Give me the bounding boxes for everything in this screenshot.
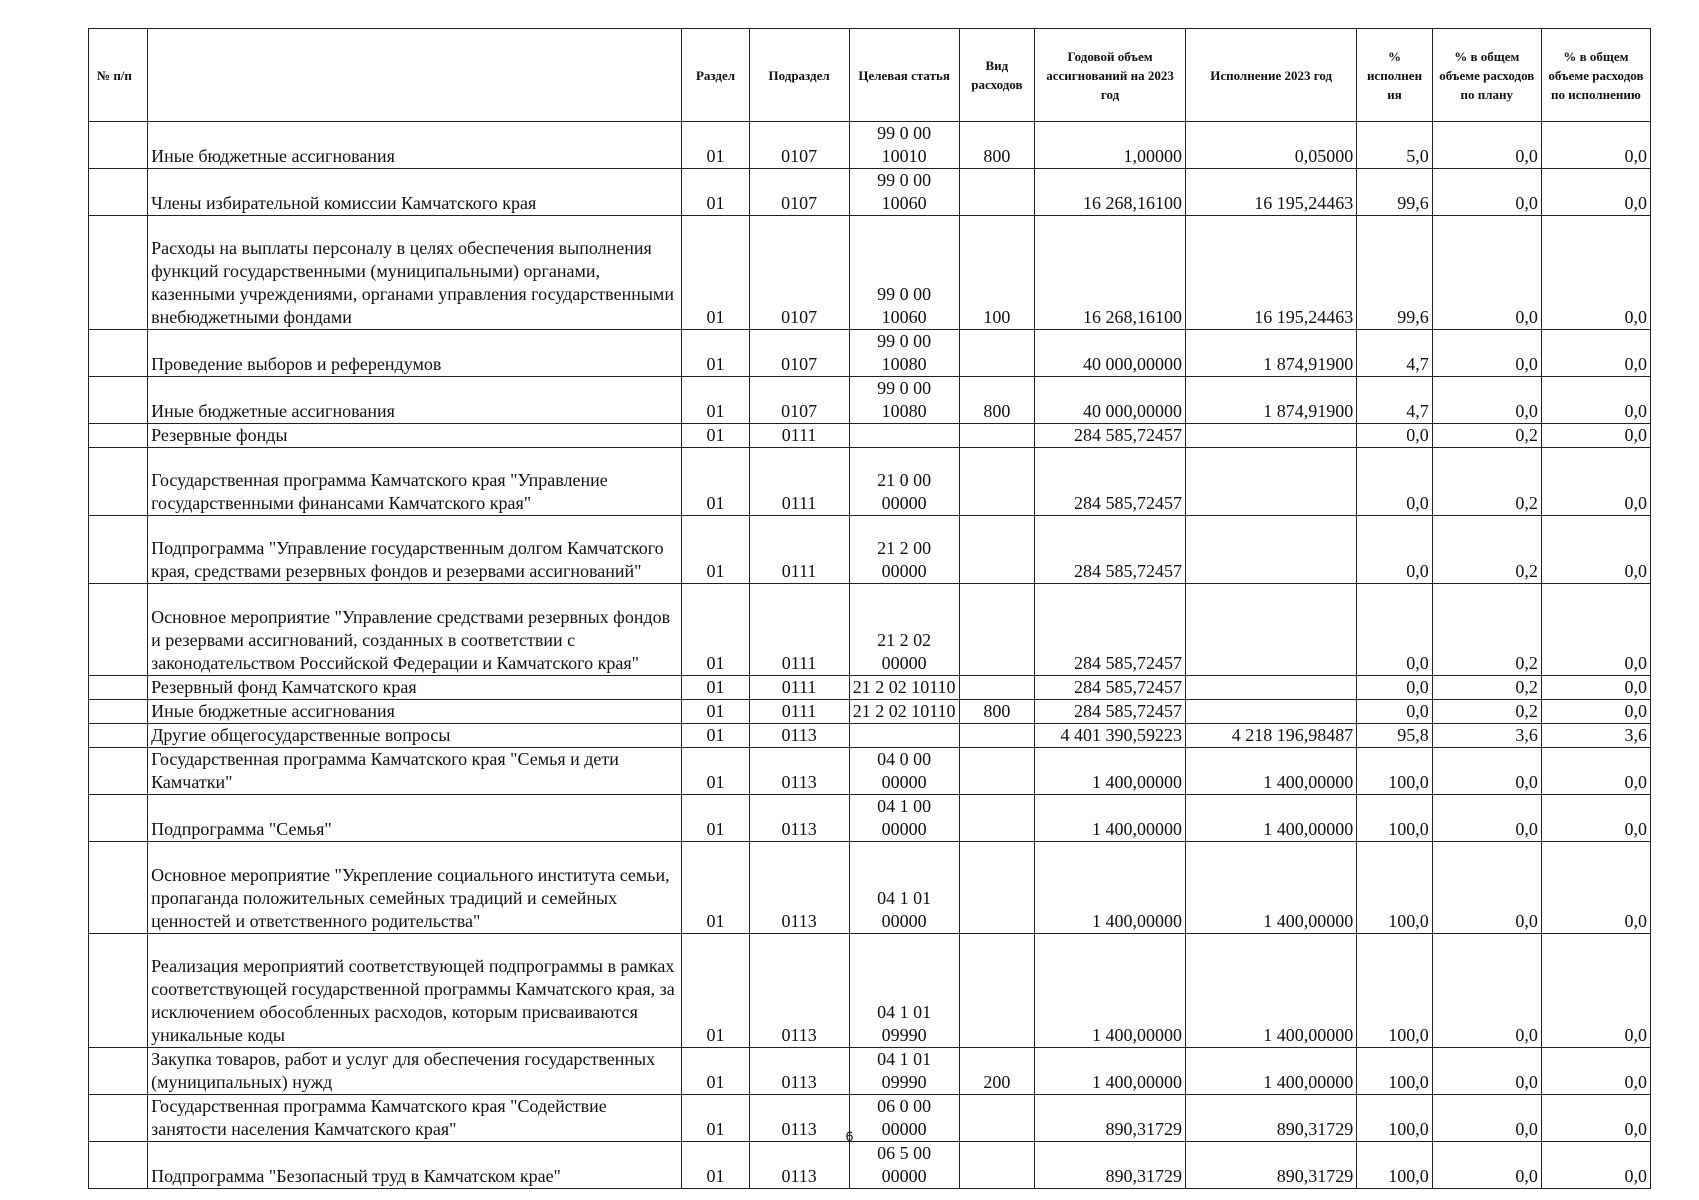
cell-share-execution: 0,0: [1541, 377, 1650, 424]
cell-name: Иные бюджетные ассигнования: [148, 122, 682, 169]
cell-razdel: 01: [682, 330, 749, 377]
cell-name: Подпрограмма "Семья": [148, 795, 682, 842]
cell-expense-type: [959, 795, 1034, 842]
cell-execution: 890,31729: [1186, 1095, 1357, 1142]
cell-name: Иные бюджетные ассигнования: [148, 377, 682, 424]
cell-annual-plan: 284 585,72457: [1035, 424, 1186, 448]
table-row: [89, 1048, 1651, 1095]
cell-share-plan: 0,0: [1432, 934, 1541, 1048]
cell-target-article: 21 2 02 00000: [849, 584, 959, 676]
cell-annual-plan: 16 268,16100: [1035, 216, 1186, 330]
cell-execution: 1 400,00000: [1186, 795, 1357, 842]
cell-annual-plan: 284 585,72457: [1035, 448, 1186, 516]
cell-podrazdel: 0113: [749, 842, 849, 934]
cell-target-article: 99 0 00 10080: [849, 377, 959, 424]
cell-execution-percent: 4,7: [1357, 377, 1432, 424]
table-row: [89, 842, 1651, 934]
cell-razdel: 01: [682, 724, 749, 748]
cell-razdel: 01: [682, 377, 749, 424]
table-row: [89, 676, 1651, 700]
cell-annual-plan: 40 000,00000: [1035, 377, 1186, 424]
table-row: [89, 330, 1651, 377]
cell-target-article: 99 0 00 10060: [849, 216, 959, 330]
cell-execution-percent: 100,0: [1357, 934, 1432, 1048]
cell-target-article: 99 0 00 10060: [849, 169, 959, 216]
cell-name: Расходы на выплаты персоналу в целях обеспечения выполнения функций государственными (муниципальными) органами, казенными учреждениями, органами управления государственными внебюджетными фондами: [148, 216, 682, 330]
cell-execution: [1186, 676, 1357, 700]
cell-annual-plan: 284 585,72457: [1035, 584, 1186, 676]
cell-execution: 1 400,00000: [1186, 1048, 1357, 1095]
cell-expense-type: 800: [959, 377, 1034, 424]
cell-target-article: 04 1 01 00000: [849, 842, 959, 934]
page-number: 6: [845, 1128, 854, 1144]
cell-name: Подпрограмма "Управление государственным долгом Камчатского края, средствами резервных фондов и резервами ассигнований": [148, 516, 682, 584]
cell-number: [89, 676, 148, 700]
cell-name: Государственная программа Камчатского края "Семья и дети Камчатки": [148, 748, 682, 795]
cell-name: Реализация мероприятий соответствующей подпрограммы в рамках соответствующей государственной программы Камчатского края, за исключением обособленных расходов, которым присваиваются уникальные коды: [148, 934, 682, 1048]
table-row: [89, 448, 1651, 516]
cell-annual-plan: 1 400,00000: [1035, 795, 1186, 842]
cell-target-article: 06 5 00 00000: [849, 1142, 959, 1189]
table-body: [89, 122, 1651, 1189]
cell-annual-plan: 40 000,00000: [1035, 330, 1186, 377]
cell-share-execution: 0,0: [1541, 934, 1650, 1048]
cell-share-plan: 0,0: [1432, 1142, 1541, 1189]
cell-share-execution: 0,0: [1541, 795, 1650, 842]
cell-execution: 890,31729: [1186, 1142, 1357, 1189]
cell-number: [89, 842, 148, 934]
cell-podrazdel: 0113: [749, 1142, 849, 1189]
cell-expense-type: [959, 842, 1034, 934]
cell-target-article: 21 2 02 10110: [849, 700, 959, 724]
cell-razdel: 01: [682, 1095, 749, 1142]
table-row: [89, 516, 1651, 584]
cell-podrazdel: 0111: [749, 584, 849, 676]
cell-target-article: 99 0 00 10080: [849, 330, 959, 377]
cell-share-plan: 0,2: [1432, 448, 1541, 516]
cell-execution-percent: 100,0: [1357, 748, 1432, 795]
cell-podrazdel: 0111: [749, 676, 849, 700]
cell-name: Резервные фонды: [148, 424, 682, 448]
cell-name: Государственная программа Камчатского края "Управление государственными финансами Камчатского края": [148, 448, 682, 516]
cell-annual-plan: 284 585,72457: [1035, 676, 1186, 700]
col-header-share-execution: % в общем объеме расходов по исполнению: [1541, 29, 1650, 122]
cell-expense-type: 100: [959, 216, 1034, 330]
cell-execution-percent: 100,0: [1357, 1142, 1432, 1189]
table-row: [89, 377, 1651, 424]
cell-execution: [1186, 424, 1357, 448]
cell-razdel: 01: [682, 700, 749, 724]
cell-expense-type: 800: [959, 122, 1034, 169]
cell-share-execution: 0,0: [1541, 216, 1650, 330]
cell-podrazdel: 0107: [749, 330, 849, 377]
cell-share-execution: 0,0: [1541, 330, 1650, 377]
cell-podrazdel: 0111: [749, 424, 849, 448]
cell-number: [89, 934, 148, 1048]
cell-name: Члены избирательной комиссии Камчатского края: [148, 169, 682, 216]
cell-number: [89, 448, 148, 516]
table-row: [89, 216, 1651, 330]
cell-number: [89, 1048, 148, 1095]
cell-share-execution: 0,0: [1541, 424, 1650, 448]
cell-razdel: 01: [682, 169, 749, 216]
table-row: [89, 724, 1651, 748]
table-row: [89, 424, 1651, 448]
cell-execution-percent: 95,8: [1357, 724, 1432, 748]
cell-execution-percent: 99,6: [1357, 169, 1432, 216]
cell-execution-percent: 0,0: [1357, 424, 1432, 448]
cell-expense-type: [959, 169, 1034, 216]
cell-execution-percent: 0,0: [1357, 516, 1432, 584]
cell-expense-type: [959, 330, 1034, 377]
cell-annual-plan: 890,31729: [1035, 1095, 1186, 1142]
cell-razdel: 01: [682, 122, 749, 169]
cell-execution-percent: 99,6: [1357, 216, 1432, 330]
col-header-share-plan: % в общем объеме расходов по плану: [1432, 29, 1541, 122]
col-header-razdel: Раздел: [682, 29, 749, 122]
cell-share-plan: 0,0: [1432, 216, 1541, 330]
cell-name: Подпрограмма "Безопасный труд в Камчатском крае": [148, 1142, 682, 1189]
cell-number: [89, 748, 148, 795]
cell-share-execution: 0,0: [1541, 1095, 1650, 1142]
cell-execution: 16 195,24463: [1186, 216, 1357, 330]
header-row: [89, 29, 1651, 122]
cell-razdel: 01: [682, 1142, 749, 1189]
cell-razdel: 01: [682, 1048, 749, 1095]
cell-podrazdel: 0113: [749, 934, 849, 1048]
cell-annual-plan: 890,31729: [1035, 1142, 1186, 1189]
table-row: [89, 795, 1651, 842]
cell-share-plan: 0,2: [1432, 584, 1541, 676]
cell-target-article: [849, 724, 959, 748]
cell-number: [89, 424, 148, 448]
cell-razdel: 01: [682, 748, 749, 795]
cell-share-plan: 0,0: [1432, 748, 1541, 795]
cell-execution: [1186, 516, 1357, 584]
cell-podrazdel: 0113: [749, 724, 849, 748]
cell-target-article: 04 0 00 00000: [849, 748, 959, 795]
cell-execution: 1 874,91900: [1186, 330, 1357, 377]
cell-target-article: 21 2 00 00000: [849, 516, 959, 584]
cell-execution: 1 874,91900: [1186, 377, 1357, 424]
cell-podrazdel: 0113: [749, 1048, 849, 1095]
cell-share-plan: 0,0: [1432, 377, 1541, 424]
cell-share-execution: 0,0: [1541, 122, 1650, 169]
cell-execution-percent: 100,0: [1357, 1048, 1432, 1095]
cell-share-plan: 0,2: [1432, 676, 1541, 700]
cell-number: [89, 169, 148, 216]
cell-target-article: 04 1 00 00000: [849, 795, 959, 842]
cell-execution: 1 400,00000: [1186, 842, 1357, 934]
cell-expense-type: [959, 676, 1034, 700]
col-header-target-article: Целевая статья: [849, 29, 959, 122]
cell-number: [89, 122, 148, 169]
cell-number: [89, 795, 148, 842]
budget-execution-table: [88, 28, 1651, 1189]
cell-podrazdel: 0111: [749, 448, 849, 516]
table-row: [89, 1142, 1651, 1189]
cell-expense-type: [959, 1142, 1034, 1189]
cell-annual-plan: 1 400,00000: [1035, 842, 1186, 934]
cell-razdel: 01: [682, 448, 749, 516]
cell-share-plan: 0,0: [1432, 842, 1541, 934]
cell-name: Резервный фонд Камчатского края: [148, 676, 682, 700]
col-header-execution-percent: % исполнен ия: [1357, 29, 1432, 122]
cell-share-execution: 0,0: [1541, 700, 1650, 724]
cell-share-execution: 0,0: [1541, 516, 1650, 584]
cell-razdel: 01: [682, 584, 749, 676]
cell-target-article: [849, 424, 959, 448]
cell-target-article: 99 0 00 10010: [849, 122, 959, 169]
cell-execution-percent: 100,0: [1357, 1095, 1432, 1142]
cell-number: [89, 700, 148, 724]
cell-share-execution: 0,0: [1541, 1048, 1650, 1095]
cell-share-execution: 0,0: [1541, 169, 1650, 216]
cell-execution: 1 400,00000: [1186, 934, 1357, 1048]
table-row: [89, 122, 1651, 169]
cell-name: Основное мероприятие "Укрепление социального института семьи, пропаганда положительных семейных традиций и семейных ценностей и ответственного родительства": [148, 842, 682, 934]
col-header-number: № п/п: [89, 29, 148, 122]
cell-share-plan: 0,0: [1432, 795, 1541, 842]
table-header: [89, 29, 1651, 122]
cell-target-article: 06 0 00 00000: [849, 1095, 959, 1142]
cell-execution: [1186, 448, 1357, 516]
cell-number: [89, 1142, 148, 1189]
cell-execution: [1186, 584, 1357, 676]
cell-share-plan: 0,0: [1432, 169, 1541, 216]
cell-annual-plan: 16 268,16100: [1035, 169, 1186, 216]
cell-execution-percent: 0,0: [1357, 584, 1432, 676]
cell-execution-percent: 0,0: [1357, 448, 1432, 516]
cell-target-article: 04 1 01 09990: [849, 1048, 959, 1095]
cell-annual-plan: 1 400,00000: [1035, 1048, 1186, 1095]
cell-expense-type: [959, 748, 1034, 795]
cell-share-plan: 0,2: [1432, 516, 1541, 584]
cell-target-article: 21 2 02 10110: [849, 676, 959, 700]
cell-name: Иные бюджетные ассигнования: [148, 700, 682, 724]
cell-share-plan: 0,0: [1432, 330, 1541, 377]
cell-execution-percent: 100,0: [1357, 795, 1432, 842]
cell-name: Проведение выборов и референдумов: [148, 330, 682, 377]
cell-number: [89, 377, 148, 424]
cell-annual-plan: 1 400,00000: [1035, 934, 1186, 1048]
cell-share-plan: 0,0: [1432, 122, 1541, 169]
cell-share-execution: 3,6: [1541, 724, 1650, 748]
cell-execution-percent: 100,0: [1357, 842, 1432, 934]
cell-razdel: 01: [682, 934, 749, 1048]
cell-expense-type: [959, 724, 1034, 748]
col-header-execution: Исполнение 2023 год: [1186, 29, 1357, 122]
cell-number: [89, 516, 148, 584]
cell-name: Основное мероприятие "Управление средствами резервных фондов и резервами ассигнований, созданных в соответствии с законодательством Российской Федерации и Камчатского края": [148, 584, 682, 676]
cell-razdel: 01: [682, 216, 749, 330]
table-row: [89, 748, 1651, 795]
cell-share-plan: 3,6: [1432, 724, 1541, 748]
col-header-annual-plan: Годовой объем ассигнований на 2023 год: [1035, 29, 1186, 122]
col-header-name: [148, 29, 682, 122]
cell-razdel: 01: [682, 424, 749, 448]
cell-razdel: 01: [682, 516, 749, 584]
cell-number: [89, 584, 148, 676]
table-row: [89, 584, 1651, 676]
cell-share-plan: 0,2: [1432, 700, 1541, 724]
cell-number: [89, 330, 148, 377]
table-row: [89, 700, 1651, 724]
cell-expense-type: 200: [959, 1048, 1034, 1095]
cell-expense-type: [959, 424, 1034, 448]
cell-execution-percent: 0,0: [1357, 676, 1432, 700]
cell-number: [89, 216, 148, 330]
cell-podrazdel: 0107: [749, 169, 849, 216]
col-header-podrazdel: Подраздел: [749, 29, 849, 122]
cell-share-execution: 0,0: [1541, 676, 1650, 700]
cell-expense-type: [959, 448, 1034, 516]
cell-podrazdel: 0113: [749, 1095, 849, 1142]
cell-execution: 16 195,24463: [1186, 169, 1357, 216]
cell-execution-percent: 4,7: [1357, 330, 1432, 377]
cell-annual-plan: 1,00000: [1035, 122, 1186, 169]
cell-number: [89, 724, 148, 748]
cell-share-plan: 0,0: [1432, 1095, 1541, 1142]
cell-annual-plan: 284 585,72457: [1035, 700, 1186, 724]
cell-expense-type: [959, 516, 1034, 584]
cell-share-execution: 0,0: [1541, 584, 1650, 676]
cell-name: Другие общегосударственные вопросы: [148, 724, 682, 748]
cell-execution-percent: 5,0: [1357, 122, 1432, 169]
cell-target-article: 21 0 00 00000: [849, 448, 959, 516]
cell-share-execution: 0,0: [1541, 748, 1650, 795]
cell-execution: 1 400,00000: [1186, 748, 1357, 795]
cell-podrazdel: 0111: [749, 700, 849, 724]
cell-share-execution: 0,0: [1541, 842, 1650, 934]
cell-annual-plan: 284 585,72457: [1035, 516, 1186, 584]
cell-share-execution: 0,0: [1541, 448, 1650, 516]
cell-expense-type: 800: [959, 700, 1034, 724]
cell-expense-type: [959, 584, 1034, 676]
cell-razdel: 01: [682, 676, 749, 700]
cell-razdel: 01: [682, 795, 749, 842]
cell-share-execution: 0,0: [1541, 1142, 1650, 1189]
cell-expense-type: [959, 934, 1034, 1048]
cell-execution: [1186, 700, 1357, 724]
cell-podrazdel: 0107: [749, 377, 849, 424]
cell-execution: 4 218 196,98487: [1186, 724, 1357, 748]
table-row: [89, 934, 1651, 1048]
cell-execution: 0,05000: [1186, 122, 1357, 169]
cell-podrazdel: 0113: [749, 795, 849, 842]
cell-annual-plan: 4 401 390,59223: [1035, 724, 1186, 748]
cell-share-plan: 0,2: [1432, 424, 1541, 448]
cell-annual-plan: 1 400,00000: [1035, 748, 1186, 795]
cell-target-article: 04 1 01 09990: [849, 934, 959, 1048]
cell-podrazdel: 0107: [749, 122, 849, 169]
cell-name: Закупка товаров, работ и услуг для обеспечения государственных (муниципальных) нужд: [148, 1048, 682, 1095]
cell-name: Государственная программа Камчатского края "Содействие занятости населения Камчатского края": [148, 1095, 682, 1142]
cell-razdel: 01: [682, 842, 749, 934]
col-header-expense-type: Вид расходов: [959, 29, 1034, 122]
cell-podrazdel: 0113: [749, 748, 849, 795]
cell-podrazdel: 0107: [749, 216, 849, 330]
cell-share-plan: 0,0: [1432, 1048, 1541, 1095]
cell-execution-percent: 0,0: [1357, 700, 1432, 724]
cell-podrazdel: 0111: [749, 516, 849, 584]
table-row: [89, 169, 1651, 216]
